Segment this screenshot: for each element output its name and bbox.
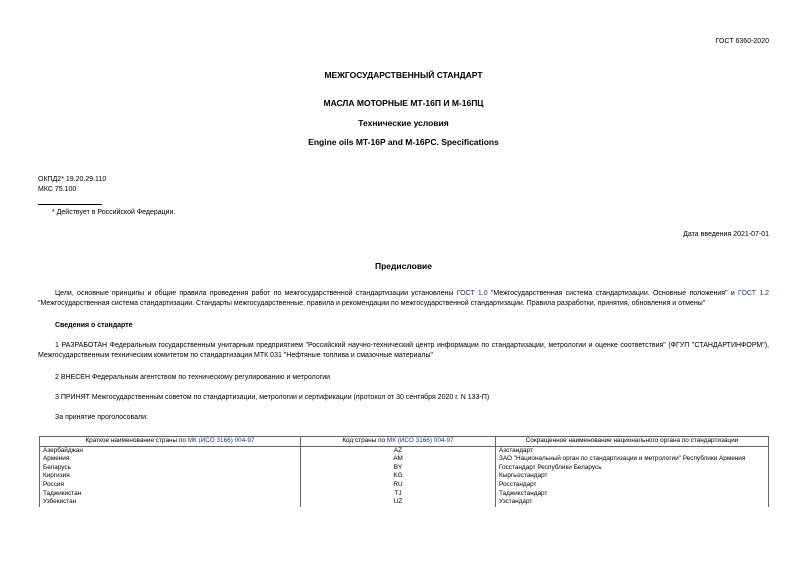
document-title: МАСЛА МОТОРНЫЕ МТ-16П И М-16ПЦ [323, 98, 484, 108]
gost-1-0-link[interactable]: ГОСТ 1.0 [456, 290, 488, 297]
member-states-table [39, 436, 769, 507]
gost-1-2-link[interactable]: ГОСТ 1.2 [738, 290, 769, 297]
table-row: Киргизия KG Кыргызстандарт [40, 472, 769, 481]
document-title-en: Engine oils MT-16P and M-16PC. Specifications [308, 137, 499, 147]
foreword-paragraph: Цели, основные принципы и общие правила проведения работ по межгосударственной стандартизации установлены ГОСТ 1.0 "Межгосударственная система стандартизации. Основные положения" и ГОСТ 1.2 "Межгосударственная система стандартизации. Стандарты межгосударственные, правила и рекомендации по межгосударственной стандартизации. Правила разработки, принятия, обновления и отмены" [38, 290, 769, 307]
footnote-divider [38, 204, 102, 205]
mk-iso-link[interactable]: МК (ИСО 3166) 004-97 [386, 437, 454, 444]
okpd-code: ОКПД2* 19.20.29.110 [38, 176, 107, 183]
table-header-row [40, 437, 769, 447]
standard-type: МЕЖГОСУДАРСТВЕННЫЙ СТАНДАРТ [324, 70, 483, 80]
table-row: Армения AM ЗАО "Национальный орган по стандартизации и метрологии" Республики Армения [40, 455, 769, 464]
item-adopted: 3 ПРИНЯТ Межгосударственным советом по стандартизации, метрологии и сертификации (протокол от 30 сентября 2020 г. N 133-П) [55, 394, 490, 401]
table-row: Россия RU Росстандарт [40, 481, 769, 490]
table-row: Беларусь BY Госстандарт Республики Беларусь [40, 464, 769, 473]
mks-code: МКС 75.100 [38, 186, 77, 193]
info-heading: Сведения о стандарте [55, 322, 133, 329]
country-column-header: Краткое наименование страны по МК (ИСО 3166) 004-97 [40, 437, 301, 447]
table-row: Узбекистан UZ Узстандарт [40, 498, 769, 507]
body-column-header: Сокращенное наименование национального органа по стандартизации [496, 437, 769, 447]
item-introduced: 2 ВНЕСЕН Федеральным агентством по техническому регулированию и метрологии [55, 374, 331, 381]
item-developed: 1 РАЗРАБОТАН Федеральным государственным унитарным предприятием "Российский научно-технический центр информации по стандартизации, метрологии и оценке соответствия" (ФГУП "СТАНДАРТИНФОРМ"), Межгосударственным техническим комитетом по стандартизации МТК 031 "Нефтяные топлива и смазочные материалы" [38, 342, 769, 359]
document-subtitle: Технические условия [358, 118, 449, 128]
intro-date: Дата введения 2021-07-01 [683, 231, 769, 238]
table-row: Таджикистан TJ Таджикстандарт [40, 490, 769, 499]
mk-iso-link[interactable]: МК (ИСО 3166) 004-97 [187, 437, 255, 444]
table-row: Азербайджан AZ Азстандарт [40, 446, 769, 455]
footnote: * Действует в Российской Федерации. [52, 209, 176, 216]
doc-code: ГОСТ 6360-2020 [715, 38, 769, 45]
voted-label: За принятие проголосовали: [55, 414, 148, 421]
code-column-header: Код страны по МК (ИСО 3166) 004-97 [301, 437, 496, 447]
foreword-heading: Предисловие [374, 261, 433, 271]
